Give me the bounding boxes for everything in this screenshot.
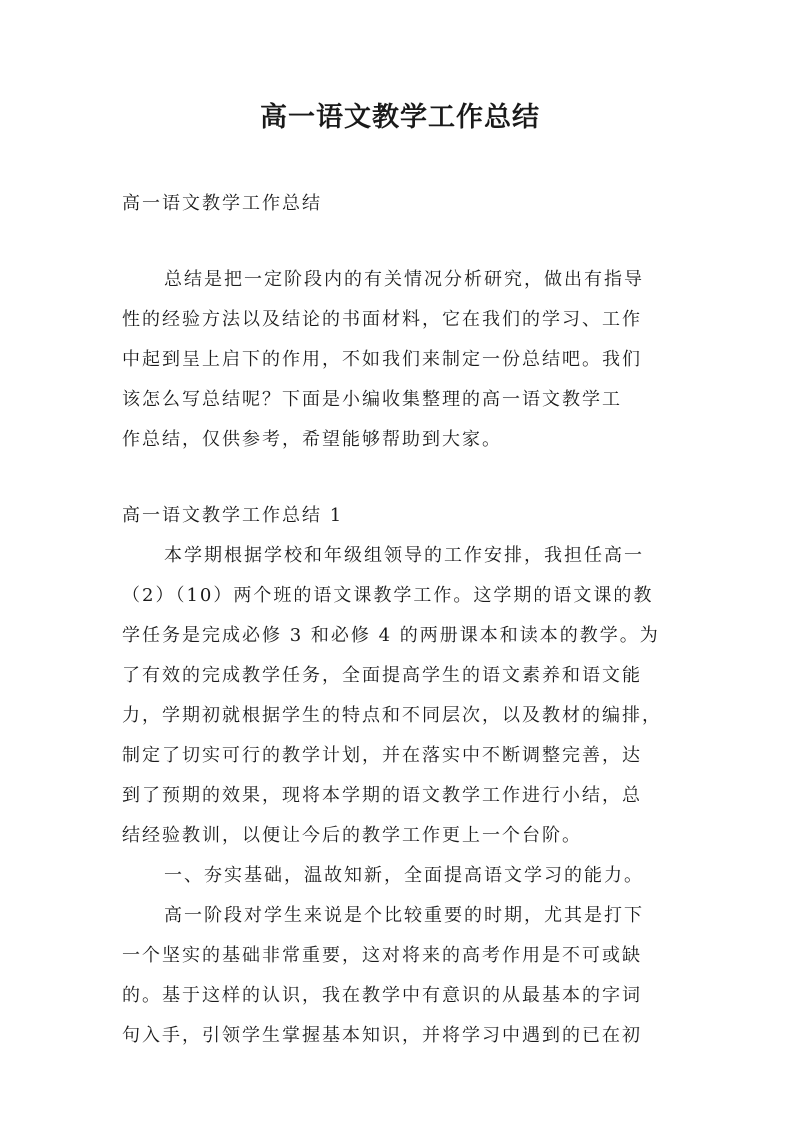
document-subtitle: 高一语文教学工作总结	[122, 193, 322, 214]
point-line: 高一阶段对学生来说是个比较重要的时期，尤其是打下	[164, 905, 644, 926]
section-line: 到了预期的效果，现将本学期的语文教学工作进行小结，总	[122, 785, 642, 806]
point-line: 一个坚实的基础非常重要，这对将来的高考作用是不可或缺	[122, 945, 642, 966]
intro-line: 性的经验方法以及结论的书面材料，它在我们的学习、工作	[122, 309, 642, 330]
intro-line: 作总结，仅供参考，希望能够帮助到大家。	[122, 429, 502, 450]
intro-line: 中起到呈上启下的作用，不如我们来制定一份总结吧。我们	[122, 349, 642, 370]
point-line: 的。基于这样的认识，我在教学中有意识的从最基本的字词	[122, 985, 642, 1006]
section-line: 制定了切实可行的教学计划，并在落实中不断调整完善，达	[122, 745, 642, 766]
section-line: 本学期根据学校和年级组领导的工作安排，我担任高一	[164, 545, 644, 566]
point-heading: 一、夯实基础，温故知新，全面提高语文学习的能力。	[164, 865, 644, 886]
section-heading: 高一语文教学工作总结 1	[122, 505, 344, 526]
document-body	[122, 184, 682, 1056]
section-line: 力，学期初就根据学生的特点和不同层次，以及教材的编排，	[122, 705, 662, 726]
point-paragraph	[122, 896, 682, 1056]
paragraph-gap	[122, 224, 682, 260]
section-line: 了有效的完成教学任务，全面提高学生的语文素养和语文能	[122, 665, 642, 686]
intro-paragraph	[122, 260, 682, 460]
paragraph-gap	[122, 460, 682, 496]
section-line: （2）（10）两个班的语文课教学工作。这学期的语文课的教	[122, 585, 654, 606]
point-line: 句入手，引领学生掌握基本知识，并将学习中遇到的已在初	[122, 1025, 642, 1046]
section-line: 结经验教训，以便让今后的教学工作更上一个台阶。	[122, 825, 582, 846]
section-paragraph	[122, 536, 682, 856]
intro-line: 该怎么写总结呢？下面是小编收集整理的高一语文教学工	[122, 389, 622, 410]
section-line: 学任务是完成必修 3 和必修 4 的两册课本和读本的教学。为	[122, 625, 660, 646]
intro-line: 总结是把一定阶段内的有关情况分析研究，做出有指导	[164, 269, 644, 290]
document-title: 高一语文教学工作总结	[260, 102, 540, 133]
